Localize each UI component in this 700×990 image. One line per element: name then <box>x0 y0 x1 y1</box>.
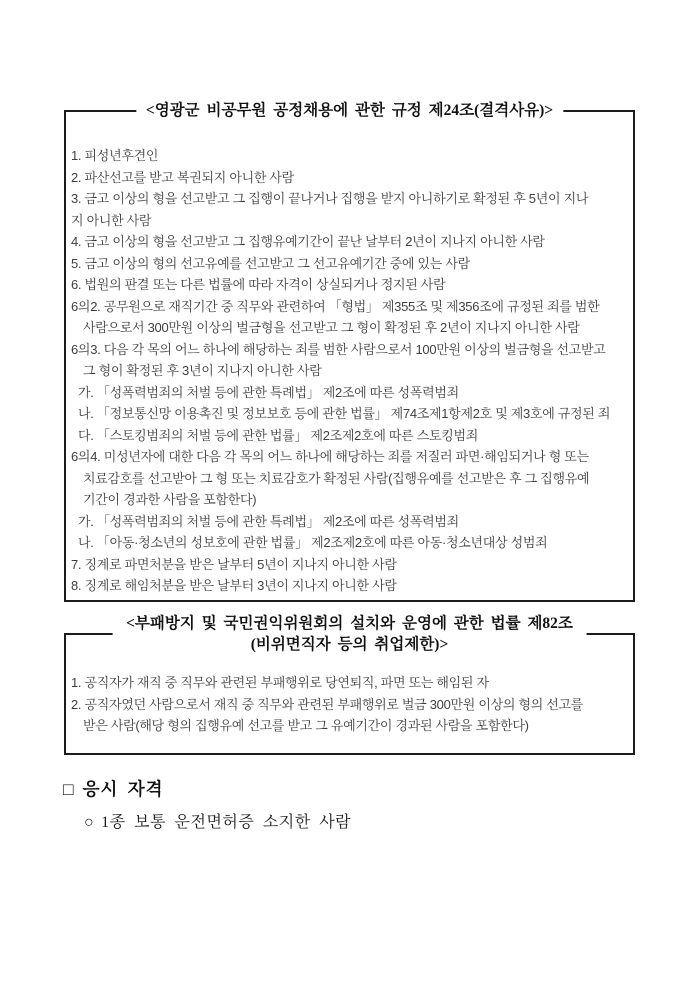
box1-line: 4. 금고 이상의 형을 선고받고 그 집행유예기간이 끝난 날부터 2년이 지나지 아니한 사람 <box>71 234 545 249</box>
square-bullet-icon: □ <box>63 779 75 799</box>
box1-line: 다. 「스토킹범죄의 처벌 등에 관한 법률」 제2조제2호에 따른 스토킹범죄 <box>78 427 479 443</box>
box1-line: 6의3. 다음 각 목의 어느 하나에 해당하는 죄를 범한 사람으로서 100만원 이상의 벌금형을 선고받고 <box>71 341 606 357</box>
box1-line: 나. 「정보통신망 이용촉진 및 정보보호 등에 관한 법률」 제74조제1항제2호 및 제3호에 규정된 죄 <box>78 406 611 421</box>
eligibility-heading-text: 응시 자격 <box>82 779 164 799</box>
box1-title: <영광군 비공무원 공정채용에 관한 규정 제24조(결격사유)> <box>136 101 563 121</box>
box1-line: 6. 법원의 판결 또는 다른 법률에 따라 자격이 상실되거나 정지된 사람 <box>71 277 446 292</box>
box1-line: 그 형이 확정된 후 3년이 지나지 아니한 사람 <box>83 363 322 378</box>
box1-line: 치료감호를 선고받아 그 형 또는 치료감호가 확정된 사람(집행유예를 선고받은 후 그 집행유예 <box>83 470 590 486</box>
eligibility-section <box>63 776 351 832</box>
box2-line: 2. 공직자였던 사람으로서 재직 중 직무와 관련된 부패행위로 벌금 300만원 이상의 형의 선고를 <box>71 696 584 712</box>
box1-line: 1. 피성년후견인 <box>71 148 159 163</box>
box1-line: 6의2. 공무원으로 재직기간 중 직무와 관련하여 「형법」 제355조 및 제356조에 규정된 죄를 범한 <box>71 298 600 314</box>
box1-line: 지 아니한 사람 <box>71 212 152 228</box>
box1-line: 2. 파산선고를 받고 복권되지 아니한 사람 <box>71 169 294 185</box>
eligibility-item <box>63 809 351 832</box>
box1-line: 가. 「성폭력범죄의 처벌 등에 관한 특례법」 제2조에 따른 성폭력범죄 <box>78 513 459 529</box>
disqualification-rule-box <box>64 102 635 602</box>
box1-body <box>66 112 633 597</box>
eligibility-item-text: 1종 보통 운전면허증 소지한 사람 <box>101 814 352 831</box>
box2-title <box>112 613 587 655</box>
box1-line: 나. 「아동·청소년의 성보호에 관한 법률」 제2조제2호에 따른 아동·청소년대상 성범죄 <box>78 535 548 550</box>
box1-line: 7. 징계로 파면처분을 받은 날부터 5년이 지나지 아니한 사람 <box>71 556 397 572</box>
eligibility-heading <box>63 776 351 801</box>
box1-line: 5. 금고 이상의 형의 선고유예를 선고받고 그 선고유예기간 중에 있는 사람 <box>71 255 470 271</box>
box1-line: 기간이 경과한 사람을 포함한다) <box>83 492 257 507</box>
employment-restriction-box <box>64 615 635 755</box>
box2-title-line1: <부패방지 및 국민권익위원회의 설치와 운영에 관한 법률 제82조 <box>126 615 573 632</box>
box1-line: 6의4. 미성년자에 대한 다음 각 목의 어느 하나에 해당하는 죄를 저질러 파면·해임되거나 형 또는 <box>71 449 589 464</box>
box1-line: 8. 징계로 해임처분을 받은 날부터 3년이 지나지 아니한 사람 <box>71 578 397 593</box>
box2-line: 받은 사람(해당 형의 집행유예 선고를 받고 그 유예기간이 경과된 사람을 포함한다) <box>83 718 529 733</box>
circle-bullet-icon: ○ <box>84 814 95 831</box>
box2-title-line2: (비위면직자 등의 취업제한)> <box>250 636 449 653</box>
box2-line: 1. 공직자가 재직 중 직무와 관련된 부패행위로 당연퇴직, 파면 또는 해임된 자 <box>71 675 489 690</box>
box1-line: 3. 금고 이상의 형을 선고받고 그 집행이 끝나거나 집행을 받지 아니하기로 확정된 후 5년이 지나 <box>71 191 589 206</box>
box1-line: 가. 「성폭력범죄의 처벌 등에 관한 특례법」 제2조에 따른 성폭력범죄 <box>78 384 459 400</box>
box1-line: 사람으로서 300만원 이상의 벌금형을 선고받고 그 형이 확정된 후 2년이 지나지 아니한 사람 <box>83 320 580 335</box>
